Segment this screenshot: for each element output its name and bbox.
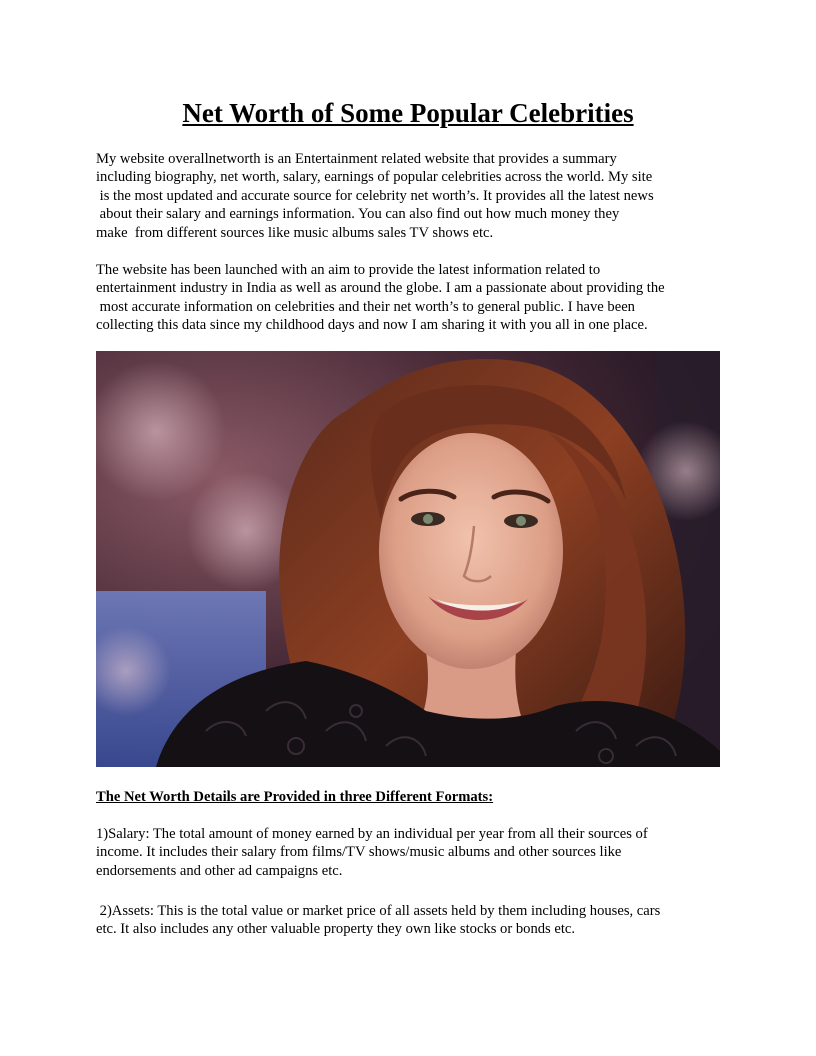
page-title: Net Worth of Some Popular Celebrities <box>182 98 634 128</box>
intro-line: make from different sources like music albums sales TV shows etc. <box>96 224 494 241</box>
celebrity-portrait-illustration <box>96 351 720 767</box>
salary-line: endorsements and other ad campaigns etc. <box>96 862 343 879</box>
intro-line: including biography, net worth, salary, earnings of popular celebrities across the world. My site <box>96 169 653 186</box>
assets-line: etc. It also includes any other valuable property they own like stocks or bonds etc. <box>96 921 576 938</box>
salary-line: income. It includes their salary from films/TV shows/music albums and other sources like <box>96 844 622 861</box>
mission-line: collecting this data since my childhood days and now I am sharing it with you all in one place. <box>96 317 648 334</box>
intro-line: My website overallnetworth is an Entertainment related website that provides a summary <box>96 151 617 167</box>
celebrity-photo <box>96 351 720 767</box>
salary-line: 1)Salary: The total amount of money earned by an individual per year from all their sources of <box>96 826 648 842</box>
assets-line: 2)Assets: This is the total value or market price of all assets held by them including houses, cars <box>96 903 661 919</box>
section-heading: The Net Worth Details are Provided in three Different Formats: <box>96 789 494 805</box>
mission-line: The website has been launched with an aim to provide the latest information related to <box>96 262 601 278</box>
intro-line: about their salary and earnings information. You can also find out how much money they <box>96 206 620 223</box>
assets-paragraph <box>96 902 726 939</box>
intro-line: is the most updated and accurate source for celebrity net worth’s. It provides all the latest news <box>96 187 654 204</box>
salary-paragraph <box>96 825 726 880</box>
mission-line: entertainment industry in India as well as around the globe. I am a passionate about providing the <box>96 280 665 297</box>
mission-line: most accurate information on celebrities and their net worth’s to general public. I have been <box>96 298 635 315</box>
mission-paragraph <box>96 261 726 335</box>
intro-paragraph <box>96 150 726 242</box>
